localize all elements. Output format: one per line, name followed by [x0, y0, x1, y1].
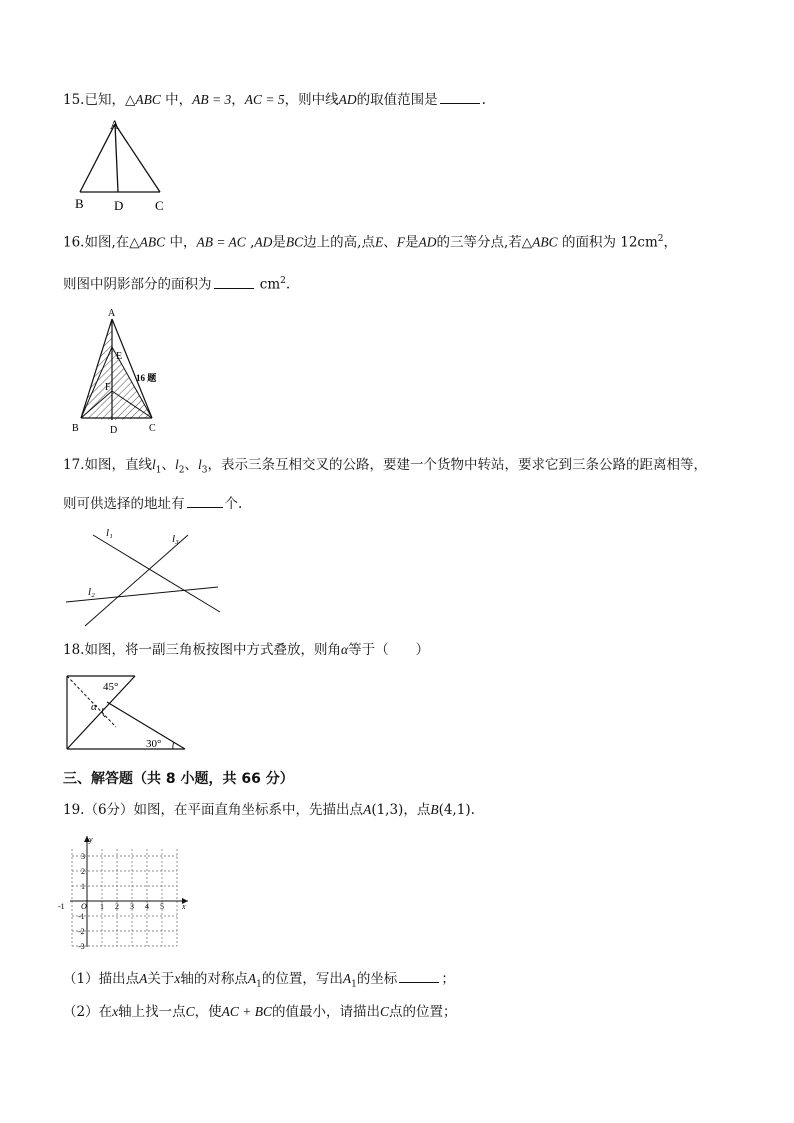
label-30deg: 30° — [146, 738, 162, 750]
x-tick-label: -1 — [58, 902, 65, 911]
answer-blank[interactable] — [187, 495, 223, 508]
label-A: A — [110, 117, 120, 132]
q18-text: 18.如图，将一副三角板按图中方式叠放，则角α等于（ ） — [63, 642, 430, 658]
q15-triangle-figure — [72, 116, 172, 214]
y-tick-label: 3 — [81, 852, 85, 861]
y-tick-label: -1 — [78, 912, 85, 921]
answer-blank[interactable] — [399, 970, 439, 983]
q17-lines-figure — [63, 520, 223, 630]
label-E: E — [116, 351, 123, 362]
label-alpha: α — [91, 701, 97, 713]
x-tick-label: 5 — [160, 902, 164, 911]
section-title: 三、解答题（共 8 小题，共 66 分） — [63, 771, 294, 787]
q19-coordinate-grid — [58, 833, 193, 953]
figure-tag: 16 题 — [136, 373, 157, 383]
label-45deg: 45° — [103, 681, 119, 693]
x-tick-label: 4 — [145, 902, 149, 911]
label-C: C — [155, 198, 164, 213]
label-D: D — [110, 425, 118, 436]
label-l1: l₁ — [106, 527, 113, 539]
q19-sub2: （2）在x轴上找一点C，使AC + BC的值最小，请描出C点的位置； — [63, 1004, 457, 1020]
label-C: C — [149, 423, 156, 434]
y-tick-label: 2 — [81, 867, 85, 876]
answer-blank[interactable] — [440, 91, 480, 104]
q17-line2: 则可供选择的地址有 个. — [63, 496, 243, 512]
label-B: B — [75, 196, 84, 211]
x-tick-label: 1 — [100, 902, 104, 911]
y-tick-label: 1 — [81, 882, 85, 891]
q16-line1: 16.如图,在△ABC 中，AB = AC ,AD是BC边上的高,点E、F是AD的三等分点,若△ABC 的面积为 $12cm^2$， — [63, 234, 678, 251]
answer-blank[interactable] — [214, 276, 254, 289]
q17-line1: 17.如图，直线$l_1$、$l_2$、$l_3$，表示三条互相交叉的公路，要建一个货物中转站，要求它到三条公路的距离相等， — [63, 457, 707, 476]
q19-sub1: （1）描出点A关于x轴的对称点$A_1$的位置，写出$A_1$的坐标 ； — [63, 971, 455, 990]
q15-text: 15.已知，△ABC 中，AB = 3，AC = 5，则中线AD的取值范围是 . — [63, 92, 486, 108]
label-l3: l₃ — [172, 533, 179, 545]
y-tick-label: -2 — [78, 927, 85, 936]
q18-set-squares-figure — [63, 672, 193, 754]
q16-line2: 则图中阴影部分的面积为 $cm^2$. — [63, 276, 291, 293]
label-B: B — [72, 423, 79, 434]
x-tick-label: 3 — [130, 902, 134, 911]
x-axis-label: x — [182, 902, 186, 911]
x-tick-label: 2 — [115, 902, 119, 911]
q19-text: 19.（6分）如图，在平面直角坐标系中，先描出点A(1,3)，点B(4,1). — [63, 802, 475, 818]
label-l2: l₂ — [88, 586, 95, 598]
label-F: F — [105, 382, 111, 393]
origin-label: O — [81, 902, 87, 911]
y-axis-label: y — [89, 835, 93, 844]
label-D: D — [114, 198, 124, 213]
label-A: A — [108, 308, 116, 319]
y-tick-label: -3 — [78, 942, 85, 951]
q16-triangle-figure — [72, 307, 172, 437]
